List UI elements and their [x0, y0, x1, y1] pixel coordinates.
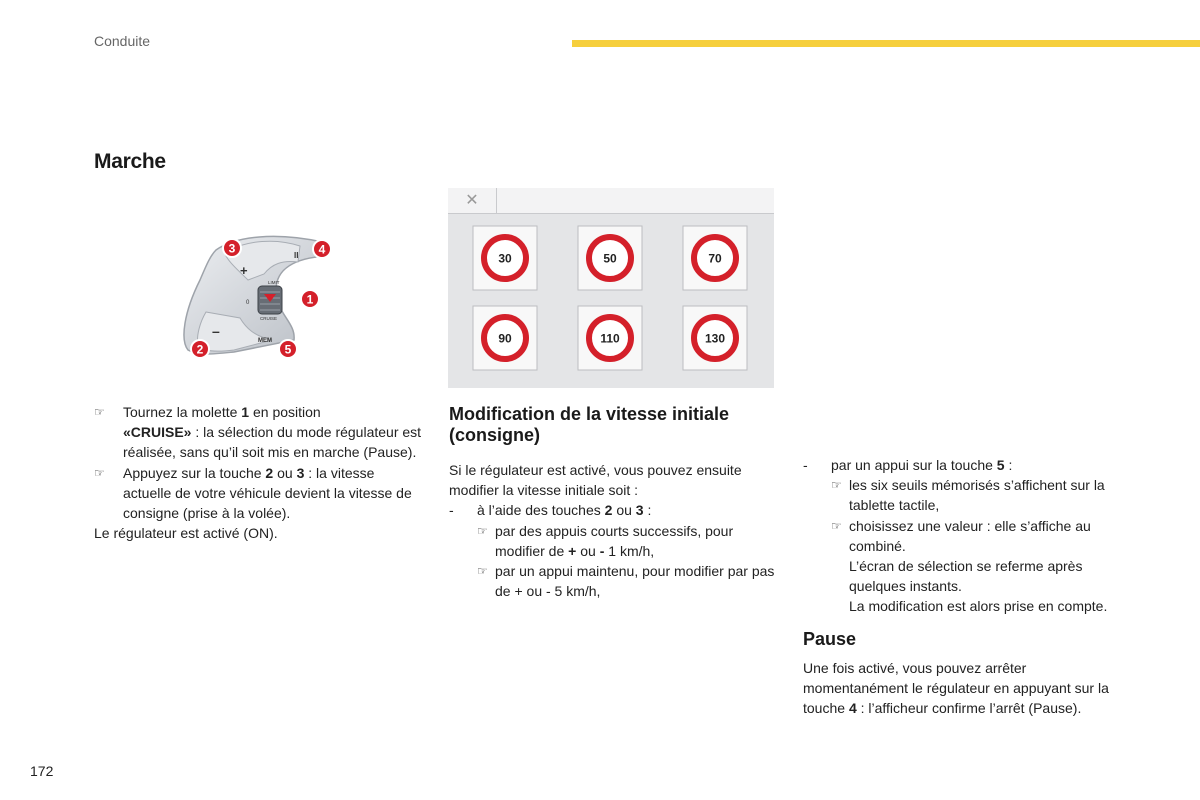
sign-button-110[interactable] [578, 306, 642, 370]
pause-heading: Pause [803, 628, 857, 649]
right-column [803, 455, 1133, 718]
sign-button-30[interactable] [473, 226, 537, 290]
svg-text:130: 130 [704, 331, 726, 346]
callout-3 [223, 239, 241, 257]
dash-item-key-5: - par un appui sur la touche 5 : [803, 457, 1013, 473]
svg-text:90: 90 [498, 331, 512, 346]
pointing-hand-icon: ☞ [94, 465, 105, 480]
speed-sign-grid [448, 213, 774, 388]
svg-text:70: 70 [708, 251, 722, 266]
svg-text:1: 1 [306, 292, 314, 307]
pointing-hand-icon: ☞ [831, 478, 842, 493]
running-header: Conduite [94, 33, 151, 49]
close-icon[interactable]: ✕ [448, 188, 497, 213]
steering-controls-diagram [176, 228, 338, 368]
sign-button-70[interactable] [683, 226, 747, 290]
page-title: Marche [94, 150, 166, 173]
svg-text:2: 2 [196, 342, 204, 357]
callout-2 [191, 340, 209, 358]
pointing-hand-icon: ☞ [94, 405, 105, 419]
sub-item-choose-value: ☞ choisissez une valeur : elle s’affiche au combiné. [831, 517, 1091, 554]
list-item-press-button: ☞ Appuyez sur la touche 2 ou 3 : la vitesse actuelle de votre véhicule devient la vitesse de consigne (prise à la volée). [94, 464, 412, 522]
svg-text:50: 50 [603, 251, 617, 266]
sign-button-130[interactable] [683, 306, 747, 370]
middle-column [449, 404, 779, 601]
activated-note: Le régulateur est activé (ON). [94, 525, 278, 542]
callout-5 [279, 340, 297, 358]
list-item-turn-dial: ☞ Tournez la molette 1 en position «CRUISE» : la sélection du mode régulateur est réalisée, sans qu’il soit mis en marche (Pause). [94, 404, 422, 461]
callout-4 [313, 240, 331, 258]
speed-selection-screen [448, 188, 774, 388]
plus-label: + [240, 263, 248, 278]
svg-text:110: 110 [600, 331, 620, 346]
sub-item-six-thresholds: ☞ les six seuils mémorisés s’affichent sur la tablette tactile, [831, 477, 1105, 514]
dash-item-keys: - à l’aide des touches 2 ou 3 : [449, 502, 652, 519]
mem-label: MEM [258, 338, 272, 344]
svg-text:3: 3 [228, 241, 236, 256]
off-label: 0 [246, 300, 250, 306]
callout-1 [301, 290, 319, 308]
screen-closes-note: L’écran de sélection se referme après quelques instants. [849, 558, 1083, 595]
pointing-hand-icon: ☞ [477, 523, 488, 538]
cruise-label: CRUISE [260, 316, 278, 321]
pause-paragraph: Une fois activé, vous pouvez arrêter momentanément le régulateur en appuyant sur la touche 4 : l’afficheur confirme l’arrêt (Pause). [803, 659, 1109, 717]
svg-text:4: 4 [318, 242, 326, 257]
modification-applied-note: La modification est alors prise en compte. [849, 598, 1108, 615]
modification-heading: Modification de la vitesse initiale (consigne) [449, 404, 730, 445]
pointing-hand-icon: ☞ [477, 564, 488, 579]
pointing-hand-icon: ☞ [831, 518, 842, 533]
minus-label: – [212, 323, 220, 339]
limit-label: LIMIT [268, 280, 280, 285]
pause-glyph: II [294, 251, 299, 260]
sign-button-50[interactable] [578, 226, 642, 290]
svg-text:30: 30 [498, 251, 512, 266]
modification-intro: Si le régulateur est activé, vous pouvez ensuite modifier la vitesse initiale soit : [449, 462, 742, 499]
svg-text:5: 5 [284, 342, 292, 357]
sub-item-long-press: ☞ par un appui maintenu, pour modifier par pas de + ou - 5 km/h, [477, 563, 775, 600]
page-number: 172 [30, 763, 54, 779]
sign-button-90[interactable] [473, 306, 537, 370]
sub-item-short-presses: ☞ par des appuis courts successifs, pour modifier de + ou - 1 km/h, [477, 522, 734, 559]
header-accent-bar [572, 40, 1200, 47]
left-column [94, 402, 426, 543]
